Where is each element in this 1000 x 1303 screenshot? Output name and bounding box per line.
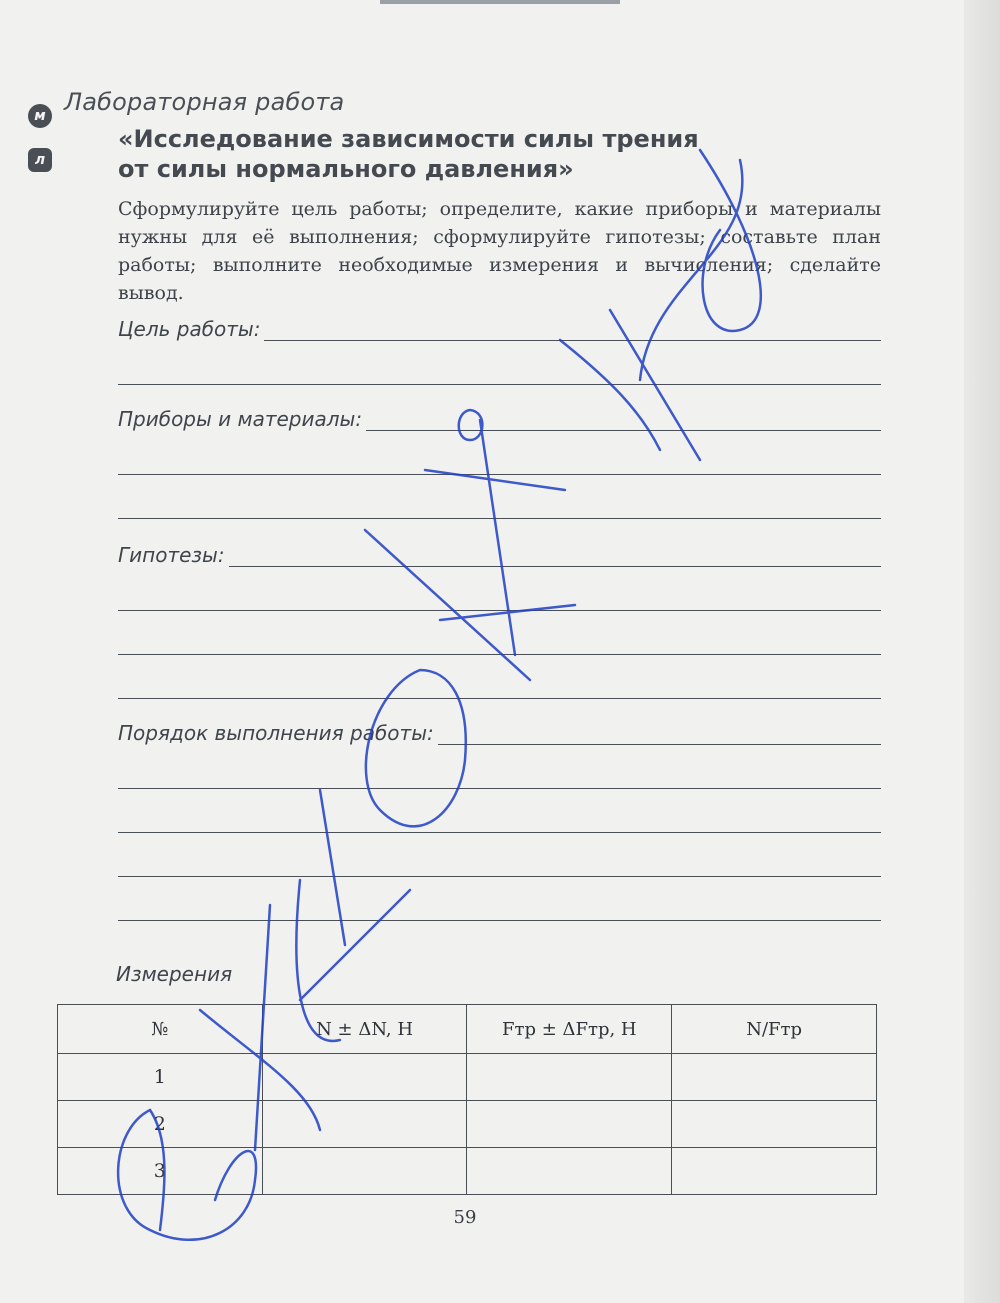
materials-field[interactable] [118, 405, 881, 435]
procedure-field[interactable] [118, 719, 881, 749]
title-line-2: от силы нормального давления» [118, 155, 574, 183]
answer-line [118, 788, 881, 789]
page-edge [964, 0, 1000, 1303]
ratio-cell[interactable] [672, 1148, 877, 1195]
answer-line [118, 384, 881, 385]
table-row [58, 1054, 877, 1101]
procedure-line-3[interactable] [118, 807, 881, 837]
hypotheses-label: Гипотезы: [118, 543, 229, 567]
answer-line [118, 566, 881, 567]
badge-m: м [28, 104, 52, 128]
hypotheses-line-3[interactable] [118, 629, 881, 659]
procedure-line-5[interactable] [118, 895, 881, 925]
answer-line [118, 474, 881, 475]
materials-line-2[interactable] [118, 449, 881, 479]
measurements-table [57, 1004, 877, 1195]
goal-line-2[interactable] [118, 359, 881, 389]
procedure-line-4[interactable] [118, 851, 881, 881]
answer-line [118, 518, 881, 519]
materials-label: Приборы и материалы: [118, 407, 366, 431]
page-title [118, 124, 758, 184]
column-header-normal-force: N ± ΔN, Н [262, 1005, 467, 1054]
friction-force-cell[interactable] [467, 1054, 672, 1101]
answer-line [118, 654, 881, 655]
hypotheses-line-4[interactable] [118, 673, 881, 703]
procedure-line-2[interactable] [118, 763, 881, 793]
goal-label: Цель работы: [118, 317, 264, 341]
answer-line [118, 610, 881, 611]
column-header-ratio: N/Fтр [672, 1005, 877, 1054]
column-header-number: № [58, 1005, 263, 1054]
friction-force-cell[interactable] [467, 1101, 672, 1148]
top-rule [380, 0, 620, 4]
column-header-friction-force: Fтр ± ΔFтр, Н [467, 1005, 672, 1054]
ratio-cell[interactable] [672, 1054, 877, 1101]
normal-force-cell[interactable] [262, 1148, 467, 1195]
instructions-paragraph: Сформулируйте цель работы; определите, какие приборы и материалы нужны для её выполнения; сформулируйте гипотезы; составьте план работы; выполните необходимые измерения и вычисления; сделайте вывод. [118, 198, 881, 304]
ratio-cell[interactable] [672, 1101, 877, 1148]
table-row [58, 1148, 877, 1195]
normal-force-cell[interactable] [262, 1054, 467, 1101]
materials-line-3[interactable] [118, 493, 881, 523]
row-number: 3 [58, 1148, 263, 1195]
measurements-heading: Измерения [116, 962, 233, 986]
answer-line [118, 876, 881, 877]
procedure-label: Порядок выполнения работы: [118, 721, 438, 745]
section-subtitle: Лабораторная работа [64, 88, 345, 116]
title-line-1: «Исследование зависимости силы трения [118, 125, 699, 153]
friction-force-cell[interactable] [467, 1148, 672, 1195]
table-row [58, 1101, 877, 1148]
row-number: 1 [58, 1054, 263, 1101]
goal-field[interactable] [118, 315, 881, 345]
page-number: 59 [453, 1207, 477, 1228]
answer-line [118, 832, 881, 833]
hypotheses-field[interactable] [118, 541, 881, 571]
table-header-row [58, 1005, 877, 1054]
badge-l: л [28, 148, 52, 172]
normal-force-cell[interactable] [262, 1101, 467, 1148]
answer-line [118, 698, 881, 699]
row-number: 2 [58, 1101, 263, 1148]
answer-line [118, 920, 881, 921]
hypotheses-line-2[interactable] [118, 585, 881, 615]
